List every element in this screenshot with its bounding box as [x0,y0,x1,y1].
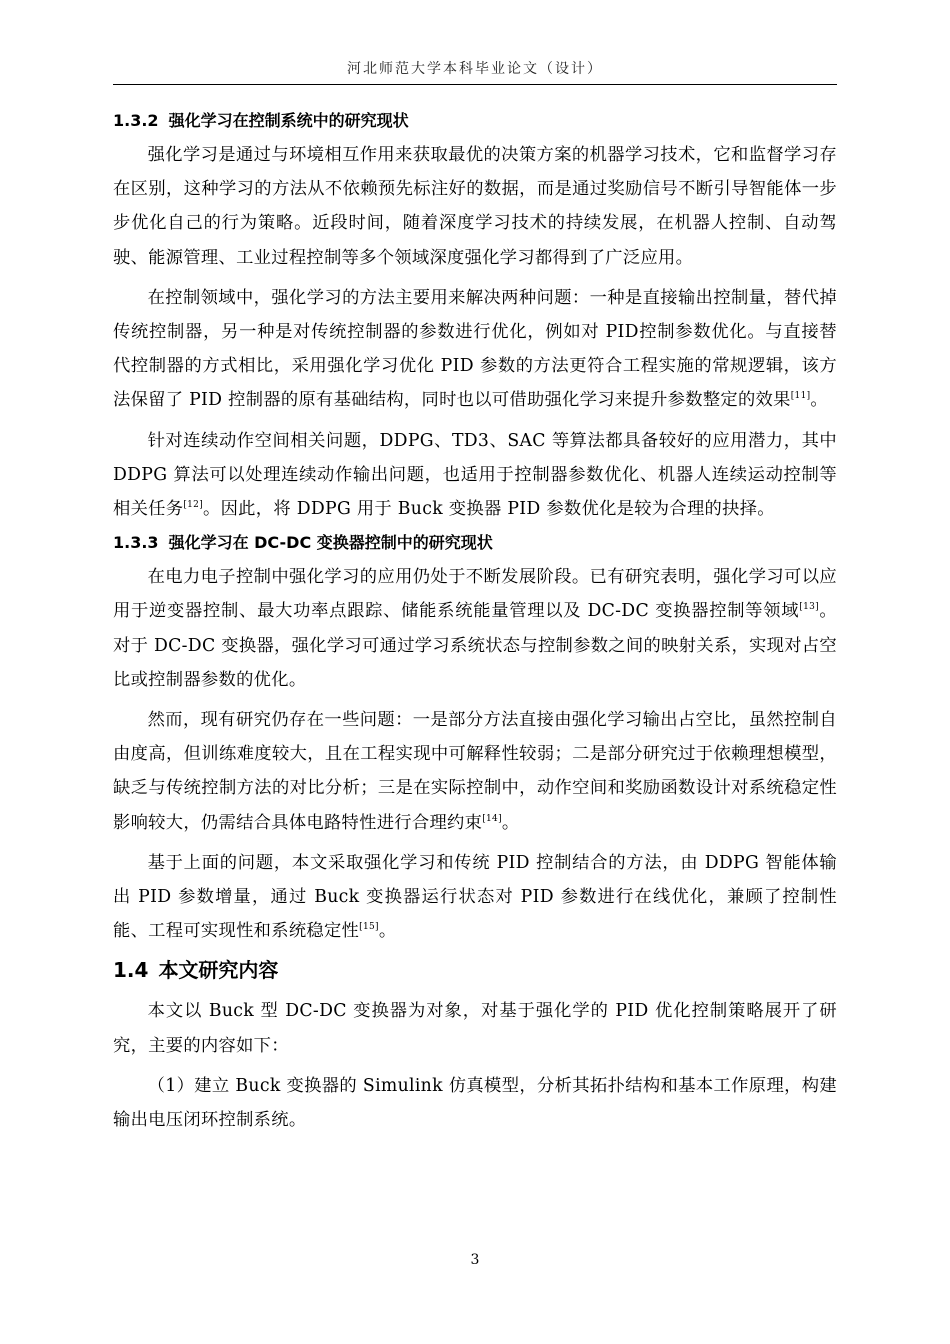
header-rule [113,84,837,85]
citation: [11] [790,391,811,402]
section-heading-1-3-2 [113,110,837,132]
section-number: 1.3.3 [113,533,159,553]
running-header: 河北师范大学本科毕业论文（设计） [347,61,603,77]
citation: [12] [183,500,204,511]
paragraph-text: 。 [810,390,829,411]
section-number: 1.3.2 [113,111,159,130]
section-number: 1.4 [113,958,149,983]
paragraph [113,424,837,527]
section-title: 强化学习在 DC-DC 变换器控制中的研究现状 [168,533,493,553]
citation: [15] [359,922,379,933]
page-body [113,110,837,1143]
section-heading-1-4 [113,956,837,984]
paragraph-text: 在电力电子控制中强化学习的应用仍处于不断发展阶段。已有研究表明，强化学习可以应用于逆变器控制、最大功率点跟踪、储能系统能量管理以及 DC-DC 变换器控制等领域 [113,567,837,622]
paragraph-text: 。对于 DC-DC 变换器，强化学习可通过学习系统状态与控制参数之间的映射关系，实现对占空比或控制器参数的优化。 [113,601,837,690]
paragraph-text: 。 [378,921,397,942]
paragraph: 本文以 Buck 型 DC-DC 变换器为对象，对基于强化学的 PID 优化控制策略展开了研究，主要的内容如下： [113,1001,837,1056]
section-title: 强化学习在控制系统中的研究现状 [168,111,409,130]
section-title: 本文研究内容 [158,958,279,983]
paragraph [113,281,837,418]
section-heading-1-3-3 [113,532,837,554]
paragraph-text: 在控制领域中，强化学习的方法主要用来解决两种问题：一种是直接输出控制量，替代掉传统控制器，另一种是对传统控制器的参数进行优化，例如对 PID控制参数优化。与直接替代控制器的方式相比，采用强化学习优化 PID 参数的方法更符合工程实施的常规逻辑，该方法保留了 PID 控制器的原有基础结构，同时也以可借助强化学习来提升参数整定的效果 [113,287,837,411]
paragraph-text: 。 [501,812,520,833]
paragraph-text: 。因此，将 DDPG 用于 Buck 变换器 PID 参数优化是较为合理的抉择。 [203,499,775,520]
paragraph-text: 针对连续动作空间相关问题，DDPG、TD3、SAC 等算法都具备较好的应用潜力，其中 DDPG 算法可以处理连续动作输出问题，也适用于控制器参数优化、机器人连续运动控制等相关任务 [113,430,837,520]
paragraph-text: 然而，现有研究仍存在一些问题：一是部分方法直接由强化学习输出占空比，虽然控制自由度高，但训练难度较大，且在工程实现中可解释性较弱；二是部分研究过于依赖理想模型，缺乏与传统控制方法的对比分析；三是在实际控制中，动作空间和奖励函数设计对系统稳定性影响较大，仍需结合具体电路特性进行合理约束 [113,710,837,833]
page-number: 3 [470,1252,480,1268]
list-item-paragraph: （1）建立 Buck 变换器的 Simulink 仿真模型，分析其拓扑结构和基本工作原理，构建输出电压闭环控制系统。 [113,1075,837,1131]
paragraph [113,560,837,697]
citation: [14] [482,813,502,824]
paragraph [113,846,837,949]
paragraph [113,703,837,840]
paragraph: 强化学习是通过与环境相互作用来获取最优的决策方案的机器学习技术，它和监督学习存在区别，这种学习的方法从不依赖预先标注好的数据，而是通过奖励信号不断引导智能体一步步优化自己的行为策略。近段时间，随着深度学习技术的持续发展，在机器人控制、自动驾驶、能源管理、工业过程控制等多个领域深度强化学习都得到了广泛应用。 [113,145,837,268]
citation: [13] [799,602,819,613]
paragraph-text: 基于上面的问题，本文采取强化学习和传统 PID 控制结合的方法，由 DDPG 智能体输出 PID 参数增量，通过 Buck 变换器运行状态对 PID 参数进行在线优化，兼顾了控制性能、工程可实现性和系统稳定性 [113,852,837,942]
